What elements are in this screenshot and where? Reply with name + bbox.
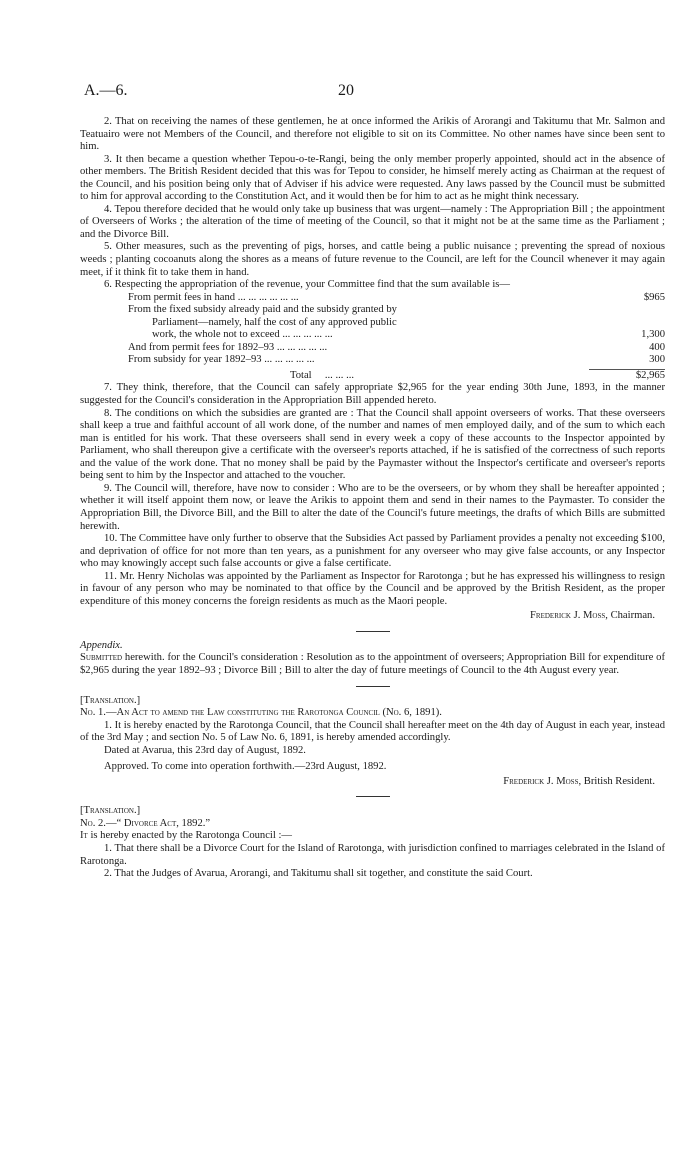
revenue-row xyxy=(80,329,665,342)
revenue-row-amount: 400 xyxy=(649,341,665,353)
revenue-row-amount: 1,300 xyxy=(641,329,665,341)
paragraph-8: 8. The conditions on which the subsidies are granted are : That the Council shall appoint overseers of works. That these overseers shall keep a true and faithful account of all work done, of the number and names of men employed daily, and of the sum to which each man is entitled for his work. That these overseers shall send in every week a copy of these accounts to the Inspector appointed by Parliament, who shall thereupon give a certificate with the overseer's reports attached, if he is satisfied of the correctness of such reports and the value of the work done. That no money shall be paid by the Paymaster without the Inspector's certificate and overseer's reports being sent to him by the Inspector and attached to the voucher. xyxy=(80,407,665,482)
act1-para-1: 1. It is hereby enacted by the Rarotonga Council, that the Council shall hereafter meet on the 4th day of August in each year, instead of the 3rd May ; and section No. 5 of Law No. 6, 1891, is hereby amended accordingly. xyxy=(80,719,665,744)
act2-enacting-clause xyxy=(80,830,665,843)
revenue-row-desc: Parliament—namely, half the cost of any approved public xyxy=(152,316,397,328)
appendix-heading: Appendix. xyxy=(80,639,123,651)
section-divider xyxy=(356,631,390,632)
resident-signature xyxy=(80,776,655,789)
paragraph-9: 9. The Council will, therefore, have now to consider : Who are to be the overseers, or by whom they shall be hereafter appointed ; whether it will itself appoint them now, or leave the Arikis to appoint them and send in their names to the Paymaster. To consider the Appropriation Bill, the Divorce Bill, and the Bill to alter the date of the Council's future meetings, the drafts of which Bills are submitted herewith. xyxy=(80,482,665,532)
revenue-row-desc: From permit fees in hand ... xyxy=(128,291,246,303)
paragraph-3: 3. It then became a question whether Tepou-o-te-Rangi, being the only member properly appointed, should act in the absence of other members. The British Resident decided that this was for Tepou to consider, he himself merely acting as Chairman at the request of the Council, and his position being only that of Adviser if his advice were requested. Any laws passed by the Council must be submitted to him for approval according to the Constitution Act, and it would then be for him to act as he might think necessary. xyxy=(80,153,665,203)
paragraph-11: 11. Mr. Henry Nicholas was appointed by the Parliament as Inspector for Rarotonga ; but he has expressed his willingness to resign in favour of any person who may be nominated to that office by the Council and be approved by the British Resident, as the proper expenditure of this money concerns the foreign residents as much as the Maori people. xyxy=(80,570,665,607)
appendix-text xyxy=(80,652,665,677)
revenue-row xyxy=(80,342,665,355)
revenue-row xyxy=(80,354,665,367)
act2-enact: is hereby enacted by the Rarotonga Council :— xyxy=(87,830,292,842)
revenue-row xyxy=(80,317,665,330)
revenue-row-desc: From subsidy for year 1892–93 xyxy=(128,354,262,366)
revenue-row-desc: work, the whole not to exceed ... xyxy=(152,329,291,341)
act2-translation-label: [Translation.] xyxy=(80,805,141,817)
signature-title: , British Resident. xyxy=(578,775,655,787)
act2-title: No. 2.—“ Divorce Act, 1892.” xyxy=(80,817,211,829)
act1-approved: Approved. To come into operation forthwith.—23rd August, 1892. xyxy=(104,761,387,773)
revenue-table xyxy=(80,292,665,383)
paragraph-10: 10. The Committee have only further to observe that the Subsidies Act passed by Parliament provides a penalty not exceeding $100, and deprivation of office for not more than ten years, as a punishment for any overseer who may give false accounts, or any Inspector who may knowingly accept such false accounts or give a false certificate. xyxy=(80,533,665,570)
revenue-row-desc: From the fixed subsidy already paid and the subsidy granted by xyxy=(128,304,397,316)
paragraph-2: 2. That on receiving the names of these gentlemen, he at once informed the Arikis of Arorangi and Takitumu that Mr. Salmon and Teatuairo were not Members of the Council, and therefore not eligible to sit on its Committee. No other names have since been sent to him. xyxy=(80,116,665,153)
revenue-row-amount: 300 xyxy=(649,354,665,366)
page-number: 20 xyxy=(338,82,354,99)
chairman-signature xyxy=(80,610,655,623)
revenue-total-amount: $2,965 xyxy=(589,369,665,383)
paragraph-6: 6. Respecting the appropriation of the revenue, your Committee find that the sum available is— xyxy=(104,279,510,291)
act1-dated: Dated at Avarua, this 23rd day of August, 1892. xyxy=(104,744,306,756)
document-body xyxy=(80,116,665,881)
revenue-row xyxy=(80,292,665,305)
appendix-lead: Submitted xyxy=(80,652,123,664)
revenue-total-label: Total xyxy=(290,369,312,381)
revenue-row-dots: ... ... ... ... xyxy=(292,329,333,341)
act2-lead: It xyxy=(80,830,88,842)
revenue-row-dots: ... ... ... ... ... xyxy=(264,354,315,366)
revenue-row-desc: And from permit fees for 1892–93 xyxy=(128,341,275,353)
act2-para-1: 1. That there shall be a Divorce Court for the Island of Rarotonga, with jurisdiction confined to marriages celebrated in the Island of Rarotonga. xyxy=(80,842,665,867)
signature-title: , Chairman. xyxy=(605,610,655,622)
signature-name: Frederick J. Moss xyxy=(503,775,579,787)
section-divider xyxy=(356,796,390,797)
revenue-row-amount: $965 xyxy=(643,291,665,303)
document-reference: A.—6. xyxy=(84,82,128,99)
revenue-total-row xyxy=(80,369,665,383)
paragraph-4: 4. Tepou therefore decided that he would only take up business that was urgent—namely : The Appropriation Bill ; the appointment of Overseers of Works ; the alteration of the time of meeting of the Council, so that it might not be at the same time as the Parliament ; and the Divorce Bill. xyxy=(80,203,665,240)
act2-para-2: 2. That the Judges of Avarua, Arorangi, and Takitumu shall sit together, and constitute the said Court. xyxy=(104,868,533,880)
act1-title: No. 1.—An Act to amend the Law constituting the Rarotonga Council (No. 6, 1891). xyxy=(80,707,442,719)
revenue-row-dots: ... ... ... ... ... xyxy=(248,291,299,303)
signature-name: Frederick J. Moss xyxy=(530,610,606,622)
revenue-total-dots: ... ... ... xyxy=(324,369,355,381)
section-divider xyxy=(356,686,390,687)
paragraph-7: 7. They think, therefore, that the Council can safely appropriate $2,965 for the year ending 30th June, 1893, in the manner suggested for the Council's consideration in the Appropriation Bill appended hereto. xyxy=(80,382,665,407)
appendix-body: herewith. for the Council's consideration : Resolution as to the appointment of overseers; Appropriation Bill for expenditure of $2,965 during the year 1892–93 ; Divorce Bill ; Bill to alter the day of future meetings of Council to the 4th August every year. xyxy=(80,652,665,676)
revenue-row-dots: ... ... ... ... ... xyxy=(276,341,328,353)
revenue-row xyxy=(80,304,665,317)
act1-translation-label: [Translation.] xyxy=(80,694,141,706)
paragraph-5: 5. Other measures, such as the preventing of pigs, horses, and cattle being a public nuisance ; preventing the spread of noxious weeds ; planting cocoanuts along the shores as a means of future revenue to the Council, are left for the Council whenever it may again meet, if it think fit to take them in hand. xyxy=(80,241,665,278)
